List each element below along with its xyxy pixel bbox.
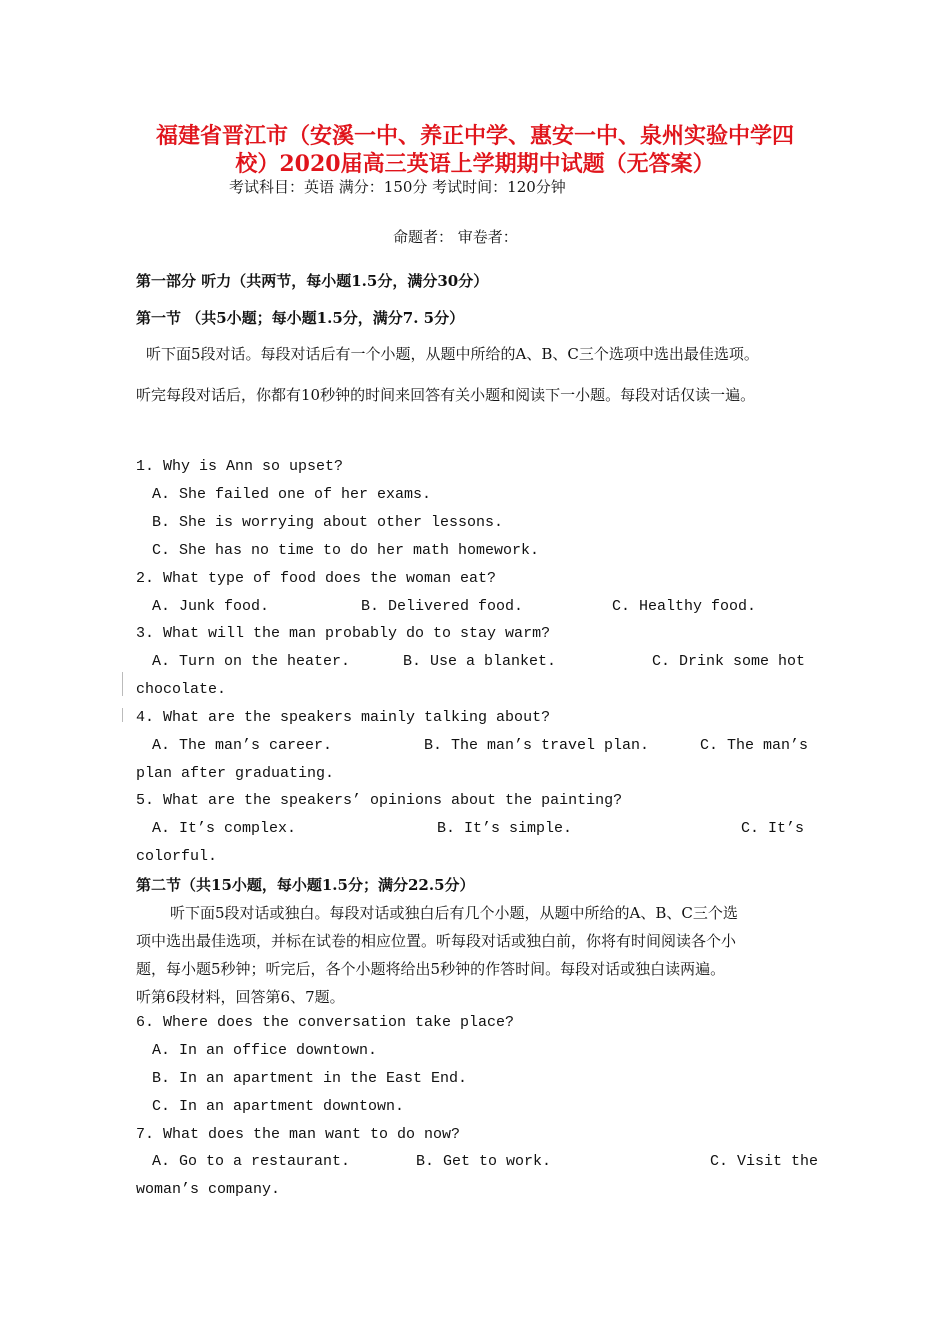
question-6-option-b: B. In an apartment in the East End. [152,1070,468,1087]
question-1-option-c: C. She has no time to do her math homework. [152,542,540,559]
section2-instruction-1: 听下面5段对话或独白。每段对话或独白后有几个小题，从题中所给的A、B、C三个选 [170,904,738,922]
question-5-stem: 5. What are the speakers’ opinions about the painting? [136,792,623,809]
question-3-option-b: B. Use a blanket. [403,653,557,670]
question-7-stem: 7. What does the man want to do now? [136,1126,461,1143]
question-5-option-a: A. It’s complex. [152,820,297,837]
question-3-option-a: A. Turn on the heater. [152,653,351,670]
section2-instruction-4: 听第6段材料，回答第6、7题。 [136,988,345,1006]
question-6-option-a: A. In an office downtown. [152,1042,378,1059]
question-5-option-c-continued: colorful. [136,848,218,865]
question-3-option-c-continued: chocolate. [136,681,227,698]
section2-instruction-2: 项中选出最佳选项，并标在试卷的相应位置。听每段对话或独白前，你将有时间阅读各个小 [136,932,737,950]
exam-info: 考试科目：英语 满分：150分 考试时间：120分钟 [229,178,566,196]
question-1-option-b: B. She is worrying about other lessons. [152,514,504,531]
question-2-option-b: B. Delivered food. [361,598,524,615]
margin-mark [122,708,123,722]
part1-heading: 第一部分 听力（共两节，每小题1.5分，满分30分） [136,272,489,290]
question-1-option-a: A. She failed one of her exams. [152,486,432,503]
section2-heading: 第二节（共15小题，每小题1.5分；满分22.5分） [136,876,475,894]
question-4-option-c-continued: plan after graduating. [136,765,335,782]
question-4-option-b: B. The man’s travel plan. [424,737,650,754]
question-4-option-a: A. The man’s career. [152,737,333,754]
doc-title-line2: 校）2020届高三英语上学期期中试题（无答案） [235,151,715,177]
question-2-stem: 2. What type of food does the woman eat? [136,570,497,587]
question-2-option-c: C. Healthy food. [612,598,757,615]
doc-title-line1: 福建省晋江市（安溪一中、养正中学、惠安一中、泉州实验中学四 [155,123,794,149]
question-4-stem: 4. What are the speakers mainly talking about? [136,709,551,726]
question-4-option-c: C. The man’s [700,737,809,754]
question-6-option-c: C. In an apartment downtown. [152,1098,405,1115]
question-7-option-a: A. Go to a restaurant. [152,1153,351,1170]
section1-instruction-2: 听完每段对话后，你都有10秒钟的时间来回答有关小题和阅读下一小题。每段对话仅读一遍。 [136,386,756,404]
question-1-stem: 1. Why is Ann so upset? [136,458,344,475]
question-5-option-c: C. It’s [741,820,805,837]
section1-heading: 第一节 （共5小题；每小题1.5分，满分7. 5分） [136,309,465,327]
question-6-stem: 6. Where does the conversation take place? [136,1014,515,1031]
question-5-option-b: B. It’s simple. [437,820,573,837]
question-7-option-c: C. Visit the [710,1153,819,1170]
question-3-stem: 3. What will the man probably do to stay warm? [136,625,551,642]
question-3-option-c: C. Drink some hot [652,653,806,670]
question-2-option-a: A. Junk food. [152,598,270,615]
section1-instruction-1: 听下面5段对话。每段对话后有一个小题，从题中所给的A、B、C三个选项中选出最佳选项。 [146,345,759,363]
question-7-option-b: B. Get to work. [416,1153,552,1170]
margin-mark [122,672,123,696]
section2-instruction-3: 题，每小题5秒钟；听完后，各个小题将给出5秒钟的作答时间。每段对话或独白读两遍。 [136,960,726,978]
question-7-option-c-continued: woman’s company. [136,1181,281,1198]
authors-line: 命题者： 审卷者： [393,228,518,246]
